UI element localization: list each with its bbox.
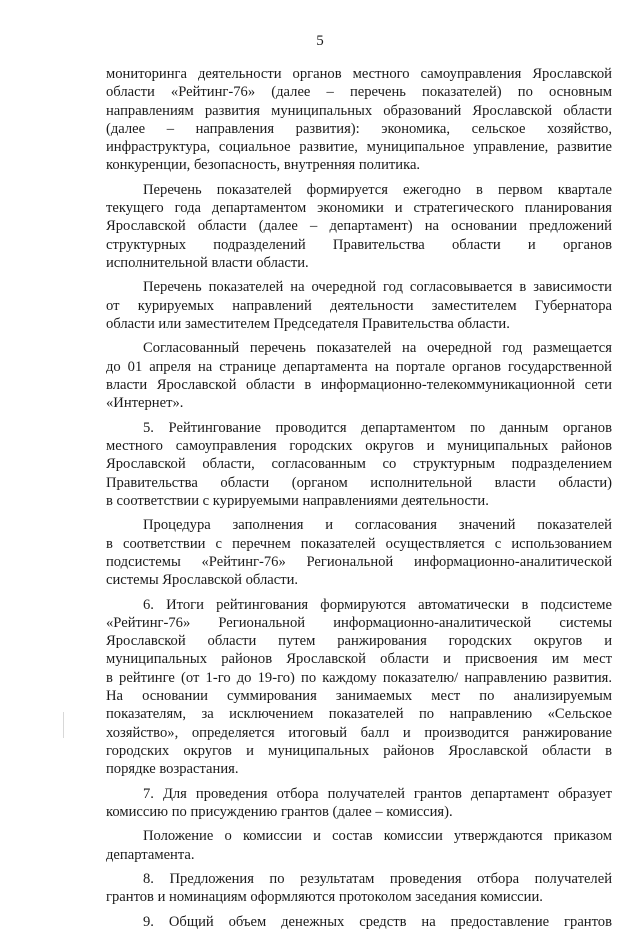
text-line: Процедура заполнения и согласования значений показателей: [143, 517, 612, 534]
text-line: от курируемых направлений деятельности заместителем Губернатора: [106, 297, 612, 314]
text-line: На основании суммирования занимаемых мест по анализируемым: [106, 688, 612, 705]
text-line: до 01 апреля на странице департамента на портале органов государственной: [106, 358, 612, 375]
text-line: показателям, за исключением показателей по направлению «Сельское: [106, 706, 612, 723]
text-line: Положение о комиссии и состав комиссии утверждаются приказом: [143, 828, 612, 845]
text-line: структурных подразделений Правительства области и органов: [106, 236, 612, 253]
text-line: в соответствии с перечнем показателей осуществляется с использованием: [106, 535, 612, 552]
text-line: хозяйство», определяется итоговый балл и производится ранжирование: [106, 724, 612, 741]
scan-margin-mark: [63, 712, 64, 738]
text-line: Перечень показателей формируется ежегодно в первом квартале: [143, 181, 612, 198]
text-line: Перечень показателей на очередной год согласовывается в зависимости: [143, 279, 612, 296]
text-line: области «Рейтинг-76» (далее – перечень показателей) по основным: [106, 84, 612, 101]
text-line: 7. Для проведения отбора получателей грантов департамент образует: [143, 785, 612, 802]
text-line: в рейтинге (от 1-го до 19-го) по каждому показателю/ направлению развития.: [106, 669, 612, 686]
text-line: Ярославской области путем ранжирования городских округов и: [106, 633, 612, 650]
text-line: комиссию по присуждению грантов (далее – комиссия).: [106, 803, 453, 820]
text-line: конкуренции, безопасность, внутренняя политика.: [106, 157, 421, 174]
paragraph: [106, 278, 612, 333]
text-line: Ярославской области, согласованным со структурным подразделением: [106, 456, 612, 473]
paragraph: [106, 516, 612, 589]
text-line: Ярославской области (далее – департамент) на основании предложений: [106, 218, 612, 235]
paragraph: [106, 785, 612, 822]
paragraph: [106, 419, 612, 510]
text-line: местного самоуправления городских округов и муниципальных районов: [106, 438, 612, 455]
paragraph: [106, 65, 612, 175]
text-line: 5. Рейтингование проводится департаментом по данным органов: [143, 419, 612, 436]
text-line: 6. Итоги рейтингования формируются автоматически в подсистеме: [143, 596, 612, 613]
text-line: направлениям развития муниципальных образований Ярославской области: [106, 102, 612, 119]
paragraph: [106, 596, 612, 779]
text-line: Согласованный перечень показателей на очередной год размещается: [143, 340, 612, 357]
text-line: порядке возрастания.: [106, 761, 239, 778]
text-line: грантов и номинациям оформляются протоколом заседания комиссии.: [106, 889, 543, 906]
text-line: инфраструктура, социальное развитие, муниципальное управление, развитие: [106, 139, 612, 156]
text-line: 9. Общий объем денежных средств на предоставление грантов: [143, 913, 612, 930]
text-line: текущего года департаментом экономики и стратегического планирования: [106, 200, 612, 217]
paragraph: [106, 827, 612, 864]
text-line: области или заместителем Председателя Правительства области.: [106, 316, 510, 333]
text-line: власти Ярославской области в информационно-телекоммуникационной сети: [106, 377, 612, 394]
page-number: 5: [316, 33, 324, 49]
paragraph: [106, 339, 612, 412]
paragraph: [106, 913, 612, 931]
text-line: 8. Предложения по результатам проведения отбора получателей: [143, 871, 612, 888]
document-body: [106, 65, 612, 937]
text-line: в соответствии с курируемыми направлениями деятельности.: [106, 492, 489, 509]
text-line: «Интернет».: [106, 395, 184, 412]
text-line: «Рейтинг-76» Региональной информационно-аналитической системы: [106, 614, 612, 631]
text-line: департамента.: [106, 846, 195, 863]
text-line: (далее – направления развития): экономика, сельское хозяйство,: [106, 120, 612, 137]
text-line: муниципальных районов Ярославской области и присвоения им мест: [106, 651, 612, 668]
paragraph: [106, 181, 612, 272]
text-line: мониторинга деятельности органов местного самоуправления Ярославской: [106, 66, 612, 82]
text-line: Правительства области (органом исполнительной власти области): [106, 474, 612, 491]
text-line: подсистемы «Рейтинг-76» Региональной информационно-аналитической: [106, 553, 612, 570]
text-line: исполнительной власти области.: [106, 255, 309, 272]
paragraph: [106, 870, 612, 907]
text-line: системы Ярославской области.: [106, 572, 299, 589]
text-line: городских округов и муниципальных районов Ярославской области в: [106, 742, 612, 759]
